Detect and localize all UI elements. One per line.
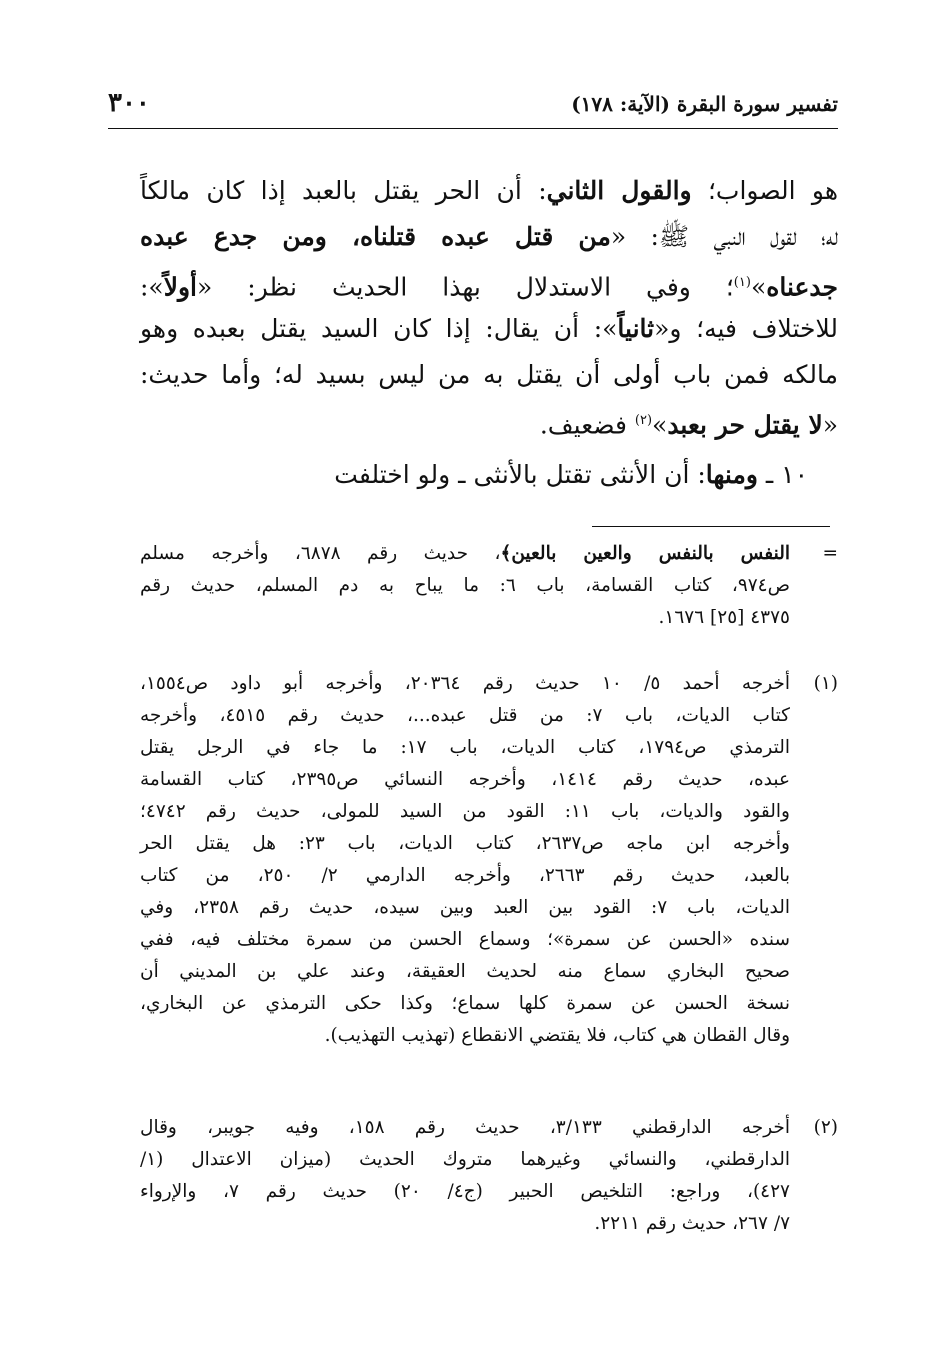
- text-line: [140, 988, 790, 1020]
- footnote-marker: =: [822, 543, 838, 564]
- text-segment: ، حديث رقم ٦٨٧٨، وأخرجه مسلم: [140, 543, 501, 564]
- text-segment: ٧/ ٢٦٧، حديث رقم ٢٢١١.: [594, 1213, 790, 1234]
- text-line: [140, 732, 790, 764]
- text-segment: بالعبد، حديث رقم ٢٦٦٣، وأخرجه الدارمي ٢/ ٢٥٠، من كتاب: [140, 865, 791, 886]
- text-line: [140, 860, 790, 892]
- text-segment: ٤٣٧٥ [٢٥] ١٦٧٦.: [658, 607, 790, 628]
- footnote-continuation: [140, 538, 838, 634]
- text-line: [140, 260, 838, 306]
- text-segment: : أن الأنثى تقتل بالأنثى ـ ولو اختلفت: [334, 460, 706, 489]
- text-segment: أخرجه الدارقطني ٣/١٣٣، حديث رقم ١٥٨، وفيه جويبر، وقال: [140, 1117, 790, 1138]
- text-segment: ؛ وفي الاستدلال بهذا الحديث نظر: «: [197, 272, 734, 302]
- footnote-body: [140, 668, 790, 1052]
- text-segment: سنده «الحسن عن سمرة»؛ وسماع الحسن من سمرة مختلف فيه، ففي: [140, 929, 790, 950]
- paragraph-1: [140, 168, 838, 444]
- footnote-body: [140, 1112, 790, 1240]
- running-header: [108, 88, 838, 129]
- text-segment: »:: [140, 272, 164, 302]
- bold-text: ثانياً: [617, 314, 655, 343]
- text-segment: الترمذي ص١٧٩٤، كتاب الديات، باب ١٧: ما جاء في الرجل يقتل: [140, 737, 790, 758]
- text-segment: له؛ لقول النبي ﷺ: «: [610, 222, 838, 251]
- text-line: [140, 668, 790, 700]
- text-segment: ١٠ ـ: [757, 460, 808, 489]
- footnote-ref: (٢): [634, 413, 653, 428]
- bold-text: أولاً: [163, 272, 197, 302]
- bold-text: من قتل عبده قتلناه، ومن جدع عبده: [140, 222, 611, 251]
- text-line: [140, 956, 790, 988]
- footnote-separator: [592, 526, 830, 527]
- text-segment: ٤٢٧)، وراجع: التلخيص الحبير (ج٤/ ٢٠) حديث رقم ٧، والإرواء: [140, 1181, 790, 1202]
- text-segment: »: [750, 272, 767, 302]
- bold-text: النفس بالنفس والعين بالعين﴾: [500, 543, 790, 564]
- text-segment: : أن الحر يقتل بالعبد إذا كان مالكاً: [140, 176, 547, 205]
- text-segment: عبده، حديث رقم ١٤١٤، وأخرجه النسائي ص٢٣٩٥، كتاب القسامة: [140, 769, 790, 790]
- text-segment: «: [822, 410, 838, 440]
- text-line: [140, 1144, 790, 1176]
- text-line: [140, 1112, 790, 1144]
- text-segment: الديات، باب ٧: القود بين العبد وبين سيده، حديث رقم ٢٣٥٨، وفي: [140, 897, 790, 918]
- text-segment: مالكه فمن باب أولى أن يقتل به من ليس بسيد له؛ وأما حديث:: [140, 360, 838, 389]
- text-line: [140, 1208, 790, 1240]
- footnote-marker: (١): [813, 673, 838, 694]
- text-segment: وقال القطان هي كتاب، فلا يقتضي الانقطاع (تهذيب التهذيب).: [324, 1025, 790, 1046]
- text-segment: أخرجه أحمد ٥/ ١٠ حديث رقم ٢٠٣٦٤، وأخرجه أبو داود ص١٥٥٤،: [140, 673, 790, 694]
- text-line: [140, 168, 838, 214]
- text-segment: الدارقطني، والنسائي وغيرهما متروك الحديث (ميزان الاعتدال (١/: [140, 1149, 790, 1170]
- text-line: [140, 796, 790, 828]
- footnote-2: [140, 1112, 838, 1240]
- footnote-ref: (١): [733, 275, 751, 290]
- page-number: ٣٠٠: [108, 88, 150, 118]
- text-segment: ص٩٧٤، كتاب القسامة، باب ٦: ما يباح به دم المسلم، حديث رقم: [140, 575, 790, 596]
- text-line: [140, 700, 790, 732]
- text-segment: نسخة الحسن عن سمرة كلها سماع؛ وكذا حكى الترمذي عن البخاري،: [140, 993, 790, 1014]
- text-segment: للاختلاف فيه؛ و«: [654, 314, 838, 343]
- text-line: [140, 1176, 790, 1208]
- footnote-marker: (٢): [813, 1117, 838, 1138]
- text-line: [140, 764, 790, 796]
- footnote-body: [140, 538, 790, 634]
- text-segment: صحيح البخاري سماع منه لحديث العقيقة، وعند علي بن المديني أن: [140, 961, 790, 982]
- text-line: [140, 538, 790, 570]
- paragraph-2: [140, 452, 838, 498]
- text-line: [140, 828, 790, 860]
- text-line: [140, 306, 838, 352]
- text-segment: »: أن يقال: إذا كان السيد يقتل بعبده وهو: [140, 314, 618, 343]
- text-segment: كتاب الديات، باب ٧: من قتل عبده...، حديث رقم ٤٥١٥، وأخرجه: [140, 705, 790, 726]
- text-line: [140, 924, 790, 956]
- bold-text: ومنها: [705, 460, 758, 489]
- text-segment: والقود والديات، باب ١١: القود من السيد للمولى، حديث رقم ٤٧٤٢؛: [140, 801, 790, 822]
- text-segment: هو الصواب؛: [691, 176, 839, 205]
- text-line: [140, 452, 838, 498]
- main-text: [140, 168, 838, 498]
- text-line: [140, 352, 838, 398]
- text-segment: فضعيف.: [539, 410, 635, 440]
- footnote-1: [140, 668, 838, 1052]
- text-segment: وأخرجه ابن ماجه ص٢٦٣٧، كتاب الديات، باب ٢٣: هل يقتل الحر: [140, 833, 790, 854]
- running-title: تفسير سورة البقرة (الآية: ١٧٨): [571, 92, 838, 116]
- text-line: [140, 1020, 790, 1052]
- bold-text: جدعناه: [766, 272, 838, 302]
- bold-text: لا يقتل حر بعبد: [667, 410, 823, 440]
- text-line: [140, 214, 838, 260]
- text-line: [140, 570, 790, 602]
- text-line: [140, 602, 790, 634]
- text-line: [140, 398, 838, 444]
- bold-text: والقول الثاني: [546, 176, 692, 205]
- text-segment: »: [652, 410, 668, 440]
- text-line: [140, 892, 790, 924]
